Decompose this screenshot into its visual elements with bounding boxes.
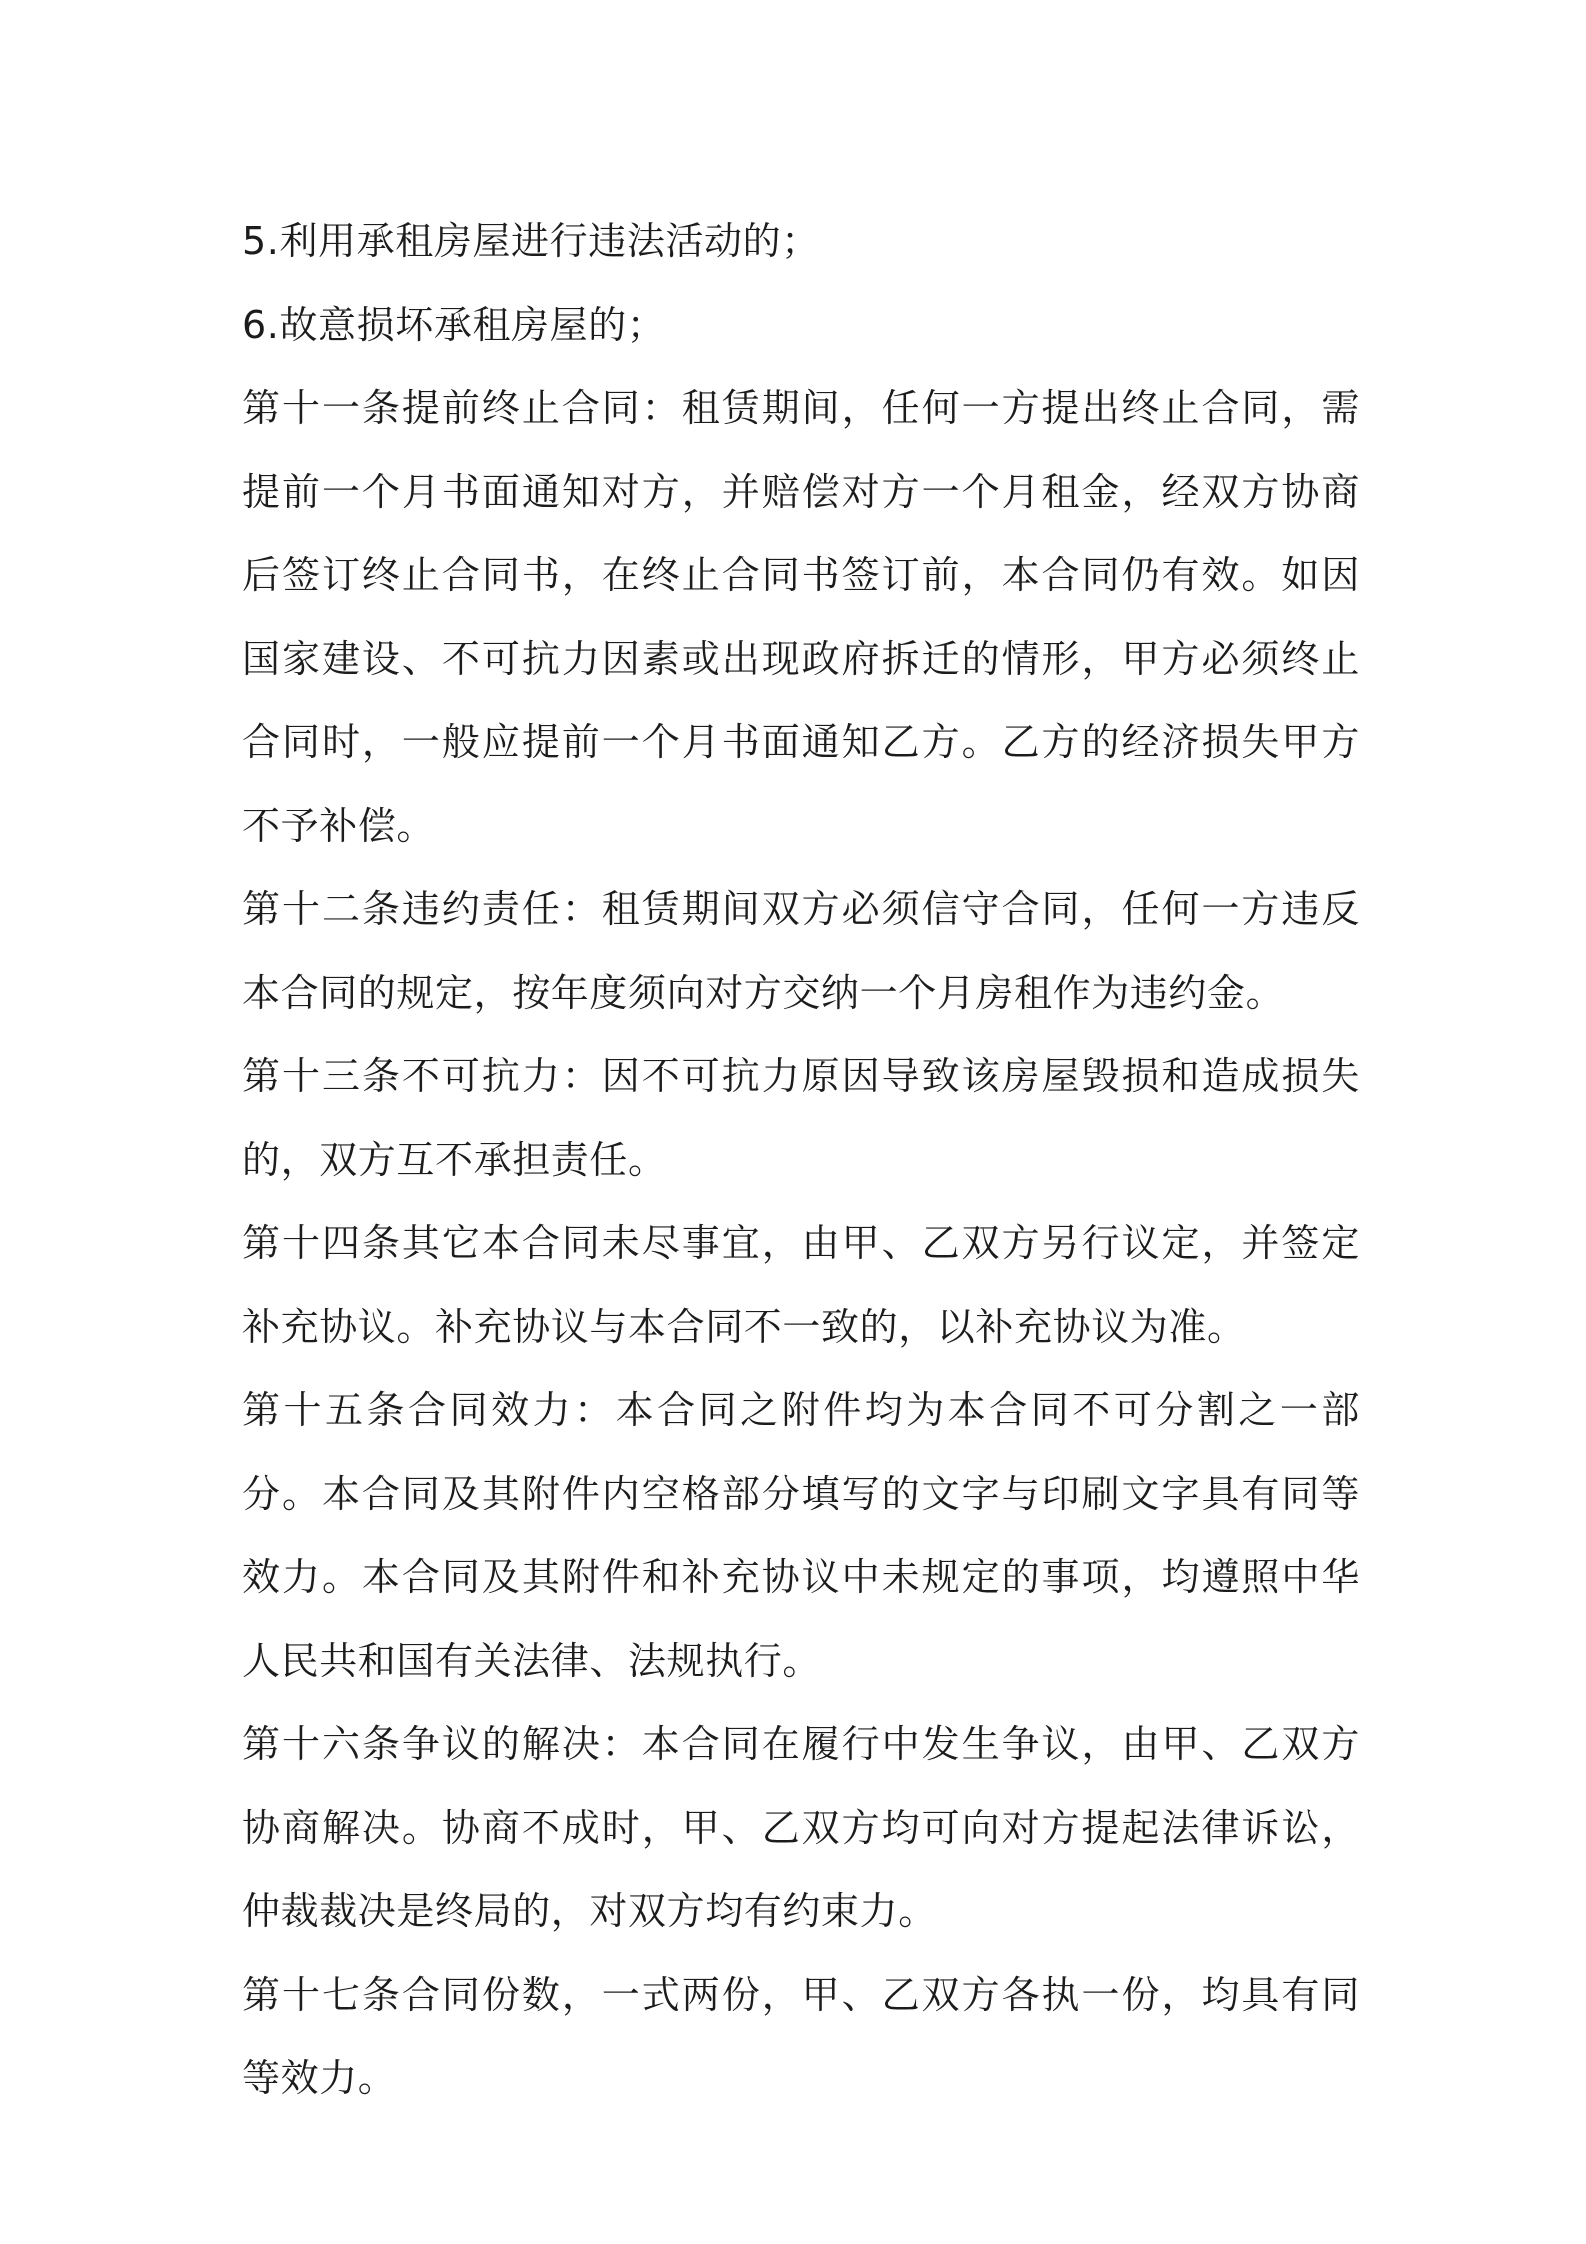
article-17-copies: 第十七条合同份数，一式两份，甲、乙双方各执一份，均具有同等效力。 [242,1972,1360,2100]
article-14-supplementary: 第十四条其它本合同未尽事宜，由甲、乙双方另行议定，并签定补充协议。补充协议与本合同不一致的，以补充协议为准。 [242,1221,1360,1349]
article-16-disputes: 第十六条争议的解决：本合同在履行中发生争议，由甲、乙双方协商解决。协商不成时，甲、乙双方均可向对方提起法律诉讼，仲裁裁决是终局的，对双方均有约束力。 [242,1722,1360,1933]
clause-item-5: 5.利用承租房屋进行违法活动的； [242,219,820,263]
article-11-early-termination: 第十一条提前终止合同：租赁期间，任何一方提出终止合同，需提前一个月书面通知对方，并赔偿对方一个月租金，经双方协商后签订终止合同书，在终止合同书签订前，本合同仍有效。如因国家建设、不可抗力因素或出现政府拆迁的情形，甲方必须终止合同时，一般应提前一个月书面通知乙方。乙方的经济损失甲方不予补偿。 [242,386,1360,848]
clause-item-6: 6.故意损坏承租房屋的； [242,302,666,347]
article-15-validity: 第十五条合同效力：本合同之附件均为本合同不可分割之一部分。本合同及其附件内空格部分填写的文字与印刷文字具有同等效力。本合同及其附件和补充协议中未规定的事项，均遵照中华人民共和国有关法律、法规执行。 [242,1388,1360,1683]
article-13-force-majeure: 第十三条不可抗力：因不可抗力原因导致该房屋毁损和造成损失的，双方互不承担责任。 [242,1054,1360,1182]
document-page [242,200,1360,2121]
article-12-liability: 第十二条违约责任：租赁期间双方必须信守合同，任何一方违反本合同的规定，按年度须向对方交纳一个月房租作为违约金。 [242,887,1360,1015]
